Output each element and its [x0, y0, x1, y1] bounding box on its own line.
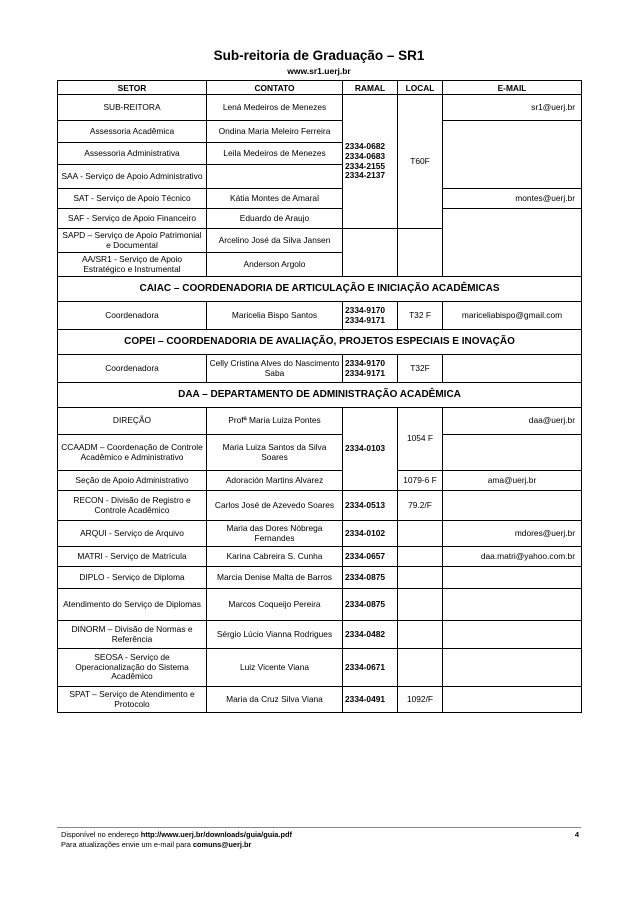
cell-ramal	[343, 302, 398, 330]
footer-mail-link[interactable]: comuns@uerj.br	[192, 839, 252, 849]
cell-ramal: 2334-0657	[343, 547, 398, 567]
table-row	[58, 567, 582, 589]
cell-ramal-group: 2334-0103	[343, 408, 398, 491]
cell-email-empty	[443, 209, 582, 277]
table-row	[58, 435, 582, 471]
cell-setor: Atendimento do Serviço de Diplomas	[58, 589, 207, 621]
cell-email[interactable]: mdores@uerj.br	[443, 521, 582, 547]
cell-ramal	[343, 355, 398, 383]
ramal-value: 2334-9170	[345, 304, 386, 315]
cell-local: T32 F	[398, 302, 443, 330]
cell-setor: ARQUI - Serviço de Arquivo	[58, 521, 207, 547]
cell-setor: DIREÇÃO	[58, 408, 207, 435]
page-title: Sub-reitoria de Graduação – SR1	[213, 48, 425, 63]
cell-email	[443, 491, 582, 521]
footer-update-text: Para atualizações envie um e-mail para	[61, 839, 193, 849]
cell-setor: SAT - Serviço de Apoio Técnico	[58, 189, 207, 209]
cell-setor: RECON - Divisão de Registro e Controle Acadêmico	[58, 491, 207, 521]
cell-contato: Profª Maria Luiza Pontes	[207, 408, 343, 435]
ramal-value: 2334-0683	[345, 150, 386, 161]
cell-ramal-empty	[343, 229, 398, 277]
cell-local	[398, 589, 443, 621]
cell-email	[443, 649, 582, 687]
section-header-row	[58, 277, 582, 302]
footer-pdf-link[interactable]: http://www.uerj.br/downloads/guia/guia.pdf	[140, 830, 292, 839]
cell-local	[398, 649, 443, 687]
section-header-row	[58, 330, 582, 355]
cell-local-empty	[398, 229, 443, 277]
cell-contato: Marcos Coqueijo Pereira	[207, 589, 343, 621]
cell-contato: Sérgio Lúcio Vianna Rodrigues	[207, 621, 343, 649]
table-row	[58, 95, 582, 121]
table-row	[58, 209, 582, 229]
page-number: 4	[574, 830, 579, 839]
ramal-value: 2334-0682	[345, 140, 386, 151]
cell-setor: Assessoria Acadêmica	[58, 121, 207, 143]
cell-setor: Coordenadora	[58, 355, 207, 383]
cell-setor: AA/SR1 - Serviço de Apoio Estratégico e Instrumental	[58, 253, 207, 277]
cell-local: T32F	[398, 355, 443, 383]
directory-table	[57, 80, 582, 713]
cell-local: 1079-6 F	[398, 471, 443, 491]
section-heading-caiac: CAIAC – COORDENADORIA DE ARTICULAÇÃO E INICIAÇÃO ACADÊMICAS	[58, 277, 582, 302]
col-header-setor: SETOR	[58, 81, 207, 95]
cell-setor: CCAADM – Coordenação de Controle Acadêmico e Administrativo	[58, 435, 207, 471]
cell-local: 79.2/F	[398, 491, 443, 521]
footer-available-text: Disponível no endereço	[61, 830, 141, 839]
cell-contato	[207, 165, 343, 189]
cell-contato: Maria Luiza Santos da Silva Soares	[207, 435, 343, 471]
cell-contato: Adoración Martins Alvarez	[207, 471, 343, 491]
ramal-value: 2334-9170	[345, 357, 386, 368]
cell-ramal: 2334-0491	[343, 687, 398, 713]
cell-contato: Kátia Montes de Amaral	[207, 189, 343, 209]
cell-local: 1092/F	[398, 687, 443, 713]
section-heading-copei: COPEI – COORDENADORIA DE AVALIAÇÃO, PROJETOS ESPECIAIS E INOVAÇÃO	[58, 330, 582, 355]
cell-contato: Marcia Denise Malta de Barros	[207, 567, 343, 589]
cell-setor: SUB-REITORA	[58, 95, 207, 121]
cell-setor: Coordenadora	[58, 302, 207, 330]
col-header-email: E-MAIL	[443, 81, 582, 95]
cell-local	[398, 567, 443, 589]
cell-contato: Karina Cabreira S. Cunha	[207, 547, 343, 567]
cell-email[interactable]: daa@uerj.br	[443, 408, 582, 435]
col-header-local: LOCAL	[398, 81, 443, 95]
cell-ramal: 2334-0102	[343, 521, 398, 547]
table-row	[58, 589, 582, 621]
cell-contato: Ondina Maria Meleiro Ferreira	[207, 121, 343, 143]
cell-setor: Seção de Apoio Administrativo	[58, 471, 207, 491]
table-row	[58, 649, 582, 687]
cell-contato: Carlos José de Azevedo Soares	[207, 491, 343, 521]
table-row	[58, 121, 582, 143]
cell-setor: DIPLO - Serviço de Diploma	[58, 567, 207, 589]
cell-email[interactable]: mariceliabispo@gmail.com	[443, 302, 582, 330]
cell-contato: Celly Cristina Alves do Nascimento Saba	[207, 355, 343, 383]
table-row	[58, 621, 582, 649]
section-heading-daa: DAA – DEPARTAMENTO DE ADMINISTRAÇÃO ACADÊMICA	[58, 383, 582, 408]
cell-contato: Maria da Cruz Silva Viana	[207, 687, 343, 713]
cell-email-empty	[443, 121, 582, 189]
cell-setor: MATRI - Serviço de Matrícula	[58, 547, 207, 567]
table-row	[58, 302, 582, 330]
footer-line-2	[61, 840, 579, 850]
table-row	[58, 189, 582, 209]
cell-contato: Arcelino José da Silva Jansen	[207, 229, 343, 253]
table-row	[58, 547, 582, 567]
cell-email	[443, 567, 582, 589]
cell-contato: Luiz Vicente Viana	[207, 649, 343, 687]
cell-local-group: T60F	[398, 95, 443, 229]
cell-local-group: 1054 F	[398, 408, 443, 471]
cell-setor: SAF - Serviço de Apoio Financeiro	[58, 209, 207, 229]
table-row	[58, 521, 582, 547]
site-url[interactable]: www.sr1.uerj.br	[287, 66, 351, 76]
ramal-value: 2334-9171	[345, 314, 386, 325]
cell-local	[398, 621, 443, 649]
col-header-contato: CONTATO	[207, 81, 343, 95]
cell-email[interactable]: montes@uerj.br	[443, 189, 582, 209]
table-row	[58, 471, 582, 491]
section-header-row	[58, 383, 582, 408]
cell-ramal: 2334-0671	[343, 649, 398, 687]
cell-contato: Anderson Argolo	[207, 253, 343, 277]
cell-email[interactable]: sr1@uerj.br	[443, 95, 582, 121]
cell-ramal: 2334-0875	[343, 567, 398, 589]
cell-setor: SPAT – Serviço de Atendimento e Protocolo	[58, 687, 207, 713]
cell-email	[443, 621, 582, 649]
cell-local	[398, 521, 443, 547]
table-row	[58, 408, 582, 435]
cell-contato: Maricelia Bispo Santos	[207, 302, 343, 330]
col-header-ramal: RAMAL	[343, 81, 398, 95]
cell-contato: Leila Medeiros de Menezes	[207, 143, 343, 165]
cell-contato: Lená Medeiros de Menezes	[207, 95, 343, 121]
cell-contato: Eduardo de Araujo	[207, 209, 343, 229]
footer-divider	[57, 827, 581, 828]
ramal-value: 2334-2155	[345, 160, 386, 171]
cell-setor: SAA - Serviço de Apoio Administrativo	[58, 165, 207, 189]
cell-email	[443, 687, 582, 713]
cell-setor: DINORM – Divisão de Normas e Referência	[58, 621, 207, 649]
cell-email-empty	[443, 355, 582, 383]
page-footer	[61, 830, 579, 849]
cell-ramal-group	[343, 95, 398, 229]
cell-ramal: 2334-0875	[343, 589, 398, 621]
cell-email[interactable]: daa.matri@yahoo.com.br	[443, 547, 582, 567]
table-row	[58, 355, 582, 383]
cell-setor: Assessoria Administrativa	[58, 143, 207, 165]
cell-contato: Maria das Dores Nóbrega Fernandes	[207, 521, 343, 547]
table-header-row	[58, 81, 582, 95]
cell-ramal: 2334-0513	[343, 491, 398, 521]
ramal-value: 2334-2137	[345, 170, 386, 181]
cell-setor: SAPD – Serviço de Apoio Patrimonial e Documental	[58, 229, 207, 253]
cell-email[interactable]: ama@uerj.br	[443, 471, 582, 491]
cell-local	[398, 547, 443, 567]
ramal-value: 2334-9171	[345, 367, 386, 378]
footer-line-1	[61, 830, 579, 840]
cell-email-empty	[443, 435, 582, 471]
table-row	[58, 687, 582, 713]
table-row	[58, 491, 582, 521]
cell-setor: SEOSA - Serviço de Operacionalização do Sistema Acadêmico	[58, 649, 207, 687]
cell-email	[443, 589, 582, 621]
cell-ramal: 2334-0482	[343, 621, 398, 649]
